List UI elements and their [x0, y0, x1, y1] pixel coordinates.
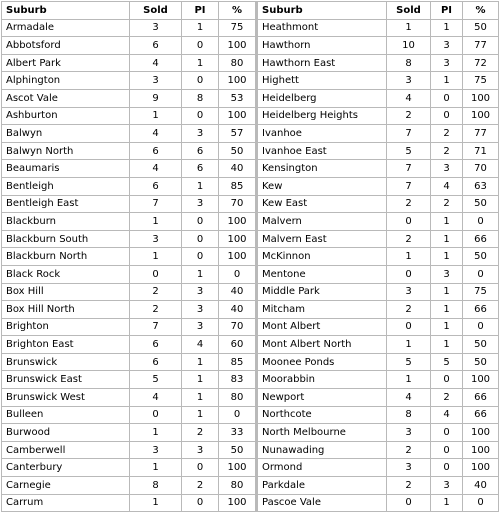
suburb-cell: Brunswick — [2, 353, 130, 371]
pct-cell: 50 — [219, 142, 257, 160]
suburb-cell: Box Hill North — [2, 301, 130, 319]
suburb-cell: North Melbourne — [257, 424, 387, 442]
pi-cell: 5 — [431, 353, 463, 371]
pi-cell: 3 — [431, 265, 463, 283]
sold-cell: 3 — [387, 459, 431, 477]
table-body — [2, 19, 499, 512]
pi-cell: 0 — [431, 441, 463, 459]
sold-cell: 7 — [130, 195, 182, 213]
pi-cell: 1 — [182, 406, 219, 424]
pi-cell: 4 — [182, 336, 219, 354]
sold-cell: 7 — [130, 318, 182, 336]
pi-cell: 0 — [182, 37, 219, 55]
pct-cell: 0 — [219, 265, 257, 283]
sold-cell: 1 — [387, 371, 431, 389]
sold-cell: 8 — [130, 477, 182, 495]
table-row — [2, 265, 499, 283]
suburb-cell: Blackburn — [2, 213, 130, 231]
pi-cell: 1 — [182, 265, 219, 283]
pct-cell: 70 — [219, 195, 257, 213]
sold-cell: 6 — [130, 177, 182, 195]
sold-cell: 2 — [387, 477, 431, 495]
pi-cell: 4 — [431, 177, 463, 195]
pi-cell: 3 — [182, 195, 219, 213]
pi-cell: 0 — [182, 72, 219, 90]
suburb-cell: Moonee Ponds — [257, 353, 387, 371]
sold-cell: 2 — [130, 283, 182, 301]
suburb-cell: Camberwell — [2, 441, 130, 459]
sold-cell: 4 — [130, 389, 182, 407]
pi-cell: 1 — [182, 353, 219, 371]
auction-results-table-container — [1, 1, 499, 512]
pct-cell: 60 — [219, 336, 257, 354]
table-row — [2, 213, 499, 231]
pct-cell: 75 — [463, 283, 499, 301]
suburb-cell: Mont Albert North — [257, 336, 387, 354]
suburb-cell: Beaumaris — [2, 160, 130, 178]
pi-cell: 6 — [182, 160, 219, 178]
pi-cell: 3 — [182, 301, 219, 319]
pct-cell: 50 — [219, 441, 257, 459]
sold-cell: 1 — [130, 248, 182, 266]
pi-cell: 0 — [431, 371, 463, 389]
pi-cell: 1 — [182, 54, 219, 72]
pct-cell: 100 — [219, 37, 257, 55]
table-row — [2, 72, 499, 90]
table-row — [2, 389, 499, 407]
pct-cell: 100 — [219, 494, 257, 512]
sold-cell: 1 — [130, 494, 182, 512]
suburb-cell: Heathmont — [257, 19, 387, 37]
sold-cell: 6 — [130, 353, 182, 371]
pct-cell: 50 — [463, 336, 499, 354]
suburb-cell: Brighton East — [2, 336, 130, 354]
pct-cell: 0 — [463, 318, 499, 336]
sold-cell: 10 — [387, 37, 431, 55]
sold-cell: 2 — [130, 301, 182, 319]
pi-cell: 0 — [182, 107, 219, 125]
pct-cell: 66 — [463, 406, 499, 424]
suburb-cell: Mont Albert — [257, 318, 387, 336]
pi-cell: 3 — [182, 441, 219, 459]
table-row — [2, 89, 499, 107]
table-row — [2, 19, 499, 37]
pi-cell: 0 — [431, 107, 463, 125]
sold-cell: 3 — [130, 19, 182, 37]
sold-cell: 1 — [130, 424, 182, 442]
sold-cell: 4 — [130, 54, 182, 72]
pi-cell: 1 — [431, 301, 463, 319]
table-row — [2, 301, 499, 319]
suburb-cell: McKinnon — [257, 248, 387, 266]
sold-cell: 3 — [387, 424, 431, 442]
sold-cell: 3 — [130, 230, 182, 248]
pi-cell: 3 — [182, 283, 219, 301]
table-row — [2, 177, 499, 195]
suburb-cell: Parkdale — [257, 477, 387, 495]
sold-cell: 9 — [130, 89, 182, 107]
pi-cell: 1 — [431, 19, 463, 37]
pct-cell: 75 — [463, 72, 499, 90]
pct-cell: 50 — [463, 19, 499, 37]
table-row — [2, 195, 499, 213]
pi-cell: 2 — [431, 142, 463, 160]
suburb-cell: Northcote — [257, 406, 387, 424]
sold-cell: 2 — [387, 301, 431, 319]
suburb-cell: Hawthorn East — [257, 54, 387, 72]
sold-cell: 2 — [387, 441, 431, 459]
pi-cell: 1 — [182, 389, 219, 407]
pi-cell: 0 — [182, 459, 219, 477]
pct-cell: 100 — [463, 424, 499, 442]
suburb-cell: Kew — [257, 177, 387, 195]
pct-cell: 100 — [463, 89, 499, 107]
suburb-cell: Bentleigh — [2, 177, 130, 195]
sold-cell: 3 — [130, 72, 182, 90]
pct-cell: 100 — [463, 441, 499, 459]
suburb-cell: Carnegie — [2, 477, 130, 495]
suburb-cell: Box Hill — [2, 283, 130, 301]
sold-cell: 0 — [387, 213, 431, 231]
suburb-cell: Abbotsford — [2, 37, 130, 55]
suburb-cell: Brunswick West — [2, 389, 130, 407]
sold-cell: 2 — [387, 107, 431, 125]
pi-cell: 1 — [431, 72, 463, 90]
suburb-cell: Alphington — [2, 72, 130, 90]
sold-cell: 1 — [130, 459, 182, 477]
pct-cell: 80 — [219, 477, 257, 495]
suburb-cell: Ivanhoe East — [257, 142, 387, 160]
sold-cell: 1 — [387, 336, 431, 354]
pct-cell: 50 — [463, 353, 499, 371]
sold-cell: 7 — [387, 125, 431, 143]
pct-cell: 75 — [219, 19, 257, 37]
suburb-cell: Heidelberg — [257, 89, 387, 107]
sold-cell: 3 — [130, 441, 182, 459]
sold-cell: 6 — [130, 142, 182, 160]
pct-cell: 50 — [463, 248, 499, 266]
pct-cell: 66 — [463, 230, 499, 248]
pct-cell: 71 — [463, 142, 499, 160]
suburb-cell: Kensington — [257, 160, 387, 178]
sold-cell: 7 — [387, 160, 431, 178]
pi-cell: 3 — [431, 477, 463, 495]
sold-cell: 3 — [387, 283, 431, 301]
table-row — [2, 125, 499, 143]
pi-cell: 0 — [431, 424, 463, 442]
table-row — [2, 37, 499, 55]
table-row — [2, 230, 499, 248]
sold-cell: 5 — [387, 142, 431, 160]
pct-cell: 33 — [219, 424, 257, 442]
suburb-cell: Ormond — [257, 459, 387, 477]
suburb-cell: Nunawading — [257, 441, 387, 459]
suburb-cell: Blackburn North — [2, 248, 130, 266]
pi-cell: 1 — [182, 19, 219, 37]
pi-cell: 1 — [431, 283, 463, 301]
header-pi-right: PI — [431, 2, 463, 20]
pct-cell: 70 — [219, 318, 257, 336]
suburb-cell: Highett — [257, 72, 387, 90]
sold-cell: 0 — [387, 318, 431, 336]
sold-cell: 8 — [387, 406, 431, 424]
table-row — [2, 353, 499, 371]
table-row — [2, 459, 499, 477]
pi-cell: 1 — [431, 230, 463, 248]
pct-cell: 100 — [463, 107, 499, 125]
sold-cell: 1 — [130, 107, 182, 125]
pct-cell: 80 — [219, 54, 257, 72]
sold-cell: 5 — [387, 353, 431, 371]
pct-cell: 100 — [219, 107, 257, 125]
suburb-cell: Ivanhoe — [257, 125, 387, 143]
suburb-cell: Bentleigh East — [2, 195, 130, 213]
suburb-cell: Blackburn South — [2, 230, 130, 248]
pct-cell: 0 — [219, 406, 257, 424]
suburb-cell: Malvern East — [257, 230, 387, 248]
header-sold-left: Sold — [130, 2, 182, 20]
suburb-cell: Ashburton — [2, 107, 130, 125]
pi-cell: 2 — [431, 125, 463, 143]
pct-cell: 100 — [219, 213, 257, 231]
header-suburb-right: Suburb — [257, 2, 387, 20]
suburb-cell: Mitcham — [257, 301, 387, 319]
pct-cell: 100 — [463, 459, 499, 477]
sold-cell: 1 — [387, 19, 431, 37]
header-row — [2, 2, 499, 20]
suburb-cell: Carrum — [2, 494, 130, 512]
header-pct-right: % — [463, 2, 499, 20]
suburb-cell: Canterbury — [2, 459, 130, 477]
sold-cell: 0 — [130, 406, 182, 424]
suburb-cell: Newport — [257, 389, 387, 407]
pi-cell: 1 — [182, 371, 219, 389]
table-row — [2, 371, 499, 389]
suburb-cell: Moorabbin — [257, 371, 387, 389]
header-suburb-left: Suburb — [2, 2, 130, 20]
pi-cell: 1 — [431, 336, 463, 354]
pi-cell: 2 — [182, 477, 219, 495]
pi-cell: 2 — [182, 424, 219, 442]
table-row — [2, 248, 499, 266]
pct-cell: 72 — [463, 54, 499, 72]
table-row — [2, 318, 499, 336]
sold-cell: 7 — [387, 177, 431, 195]
sold-cell: 4 — [130, 125, 182, 143]
sold-cell: 0 — [387, 494, 431, 512]
sold-cell: 8 — [387, 54, 431, 72]
suburb-cell: Balwyn — [2, 125, 130, 143]
pct-cell: 0 — [463, 213, 499, 231]
pi-cell: 3 — [431, 160, 463, 178]
table-row — [2, 142, 499, 160]
table-row — [2, 424, 499, 442]
pct-cell: 100 — [219, 72, 257, 90]
suburb-cell: Armadale — [2, 19, 130, 37]
pi-cell: 2 — [431, 195, 463, 213]
header-pct-left: % — [219, 2, 257, 20]
suburb-cell: Hawthorn — [257, 37, 387, 55]
suburb-cell: Burwood — [2, 424, 130, 442]
sold-cell: 2 — [387, 195, 431, 213]
pi-cell: 0 — [182, 213, 219, 231]
table-row — [2, 283, 499, 301]
table-row — [2, 477, 499, 495]
pct-cell: 85 — [219, 353, 257, 371]
pct-cell: 66 — [463, 301, 499, 319]
pi-cell: 1 — [431, 248, 463, 266]
pct-cell: 40 — [463, 477, 499, 495]
pi-cell: 0 — [431, 459, 463, 477]
pct-cell: 0 — [463, 265, 499, 283]
pct-cell: 83 — [219, 371, 257, 389]
pi-cell: 0 — [182, 230, 219, 248]
sold-cell: 4 — [130, 160, 182, 178]
pct-cell: 40 — [219, 301, 257, 319]
table-row — [2, 494, 499, 512]
sold-cell: 5 — [130, 371, 182, 389]
sold-cell: 1 — [387, 248, 431, 266]
table-row — [2, 160, 499, 178]
suburb-cell: Kew East — [257, 195, 387, 213]
table-row — [2, 107, 499, 125]
pi-cell: 3 — [182, 125, 219, 143]
pi-cell: 1 — [182, 177, 219, 195]
pct-cell: 53 — [219, 89, 257, 107]
pi-cell: 0 — [182, 494, 219, 512]
table-row — [2, 336, 499, 354]
sold-cell: 4 — [387, 89, 431, 107]
suburb-cell: Middle Park — [257, 283, 387, 301]
pi-cell: 8 — [182, 89, 219, 107]
table-row — [2, 406, 499, 424]
pct-cell: 80 — [219, 389, 257, 407]
pi-cell: 0 — [431, 89, 463, 107]
pct-cell: 100 — [219, 459, 257, 477]
pi-cell: 6 — [182, 142, 219, 160]
pct-cell: 100 — [463, 371, 499, 389]
auction-results-table — [1, 1, 499, 512]
pi-cell: 3 — [182, 318, 219, 336]
suburb-cell: Black Rock — [2, 265, 130, 283]
header-sold-right: Sold — [387, 2, 431, 20]
pct-cell: 100 — [219, 230, 257, 248]
suburb-cell: Albert Park — [2, 54, 130, 72]
pi-cell: 0 — [182, 248, 219, 266]
pct-cell: 57 — [219, 125, 257, 143]
pct-cell: 85 — [219, 177, 257, 195]
suburb-cell: Pascoe Vale — [257, 494, 387, 512]
pct-cell: 66 — [463, 389, 499, 407]
pct-cell: 0 — [463, 494, 499, 512]
pct-cell: 77 — [463, 125, 499, 143]
sold-cell: 3 — [387, 72, 431, 90]
sold-cell: 0 — [387, 265, 431, 283]
pct-cell: 50 — [463, 195, 499, 213]
suburb-cell: Mentone — [257, 265, 387, 283]
table-row — [2, 441, 499, 459]
suburb-cell: Balwyn North — [2, 142, 130, 160]
pi-cell: 3 — [431, 37, 463, 55]
sold-cell: 4 — [387, 389, 431, 407]
sold-cell: 0 — [130, 265, 182, 283]
pct-cell: 40 — [219, 283, 257, 301]
table-row — [2, 54, 499, 72]
header-pi-left: PI — [182, 2, 219, 20]
pct-cell: 63 — [463, 177, 499, 195]
pi-cell: 1 — [431, 213, 463, 231]
suburb-cell: Ascot Vale — [2, 89, 130, 107]
pi-cell: 2 — [431, 389, 463, 407]
pct-cell: 100 — [219, 248, 257, 266]
pi-cell: 3 — [431, 54, 463, 72]
suburb-cell: Brighton — [2, 318, 130, 336]
suburb-cell: Heidelberg Heights — [257, 107, 387, 125]
sold-cell: 6 — [130, 336, 182, 354]
sold-cell: 6 — [130, 37, 182, 55]
pct-cell: 40 — [219, 160, 257, 178]
suburb-cell: Bulleen — [2, 406, 130, 424]
pct-cell: 70 — [463, 160, 499, 178]
pct-cell: 77 — [463, 37, 499, 55]
sold-cell: 1 — [130, 213, 182, 231]
pi-cell: 4 — [431, 406, 463, 424]
sold-cell: 2 — [387, 230, 431, 248]
pi-cell: 1 — [431, 318, 463, 336]
suburb-cell: Brunswick East — [2, 371, 130, 389]
pi-cell: 1 — [431, 494, 463, 512]
suburb-cell: Malvern — [257, 213, 387, 231]
